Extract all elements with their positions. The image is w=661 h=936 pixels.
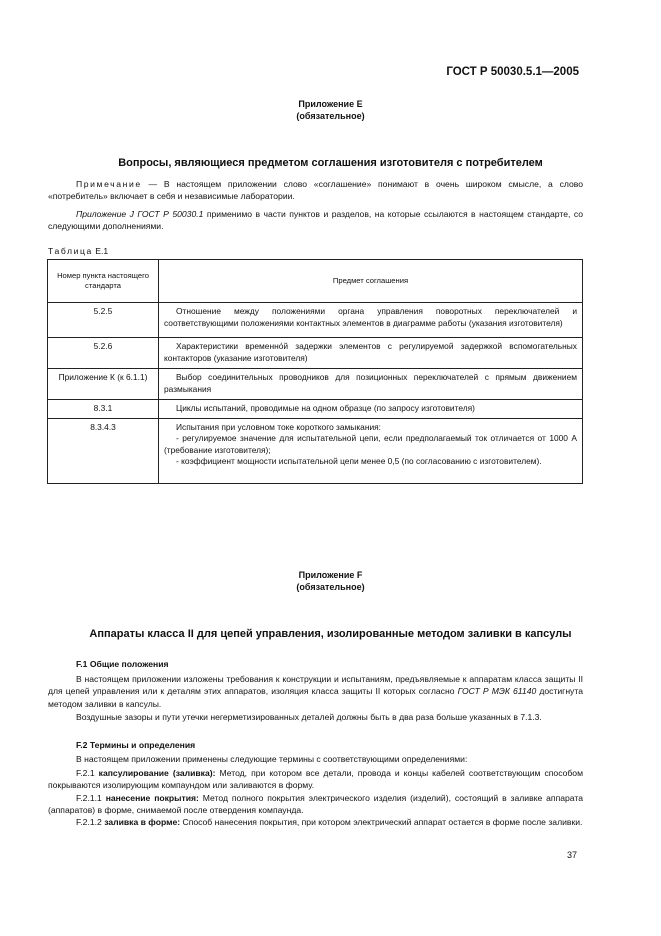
table-cell-subject bbox=[159, 369, 583, 400]
term-number: F.2.1.2 bbox=[76, 817, 102, 827]
term-definition: Метод полного покрытия электрического изделия (изделий), состоящий в заливке аппарата (аппаратов) в форме, снимаемой после отвердения компаунда. bbox=[48, 793, 584, 816]
subject-text: Циклы испытаний, проводимые на одном образце (по запросу изготовителя) bbox=[176, 403, 475, 413]
term-name: заливка в форме: bbox=[104, 817, 181, 827]
term-number: F.2.1 bbox=[76, 768, 95, 778]
appendix-f-heading: Аппараты класса II для цепей управления, изолированные методом заливки в капсулы bbox=[89, 628, 572, 640]
note-text: — В настоящем приложении слово «соглашение» понимают в очень широком смысле, а слово «потребитель» включает в себя и независимые лаборатории. bbox=[48, 179, 583, 202]
section-f1-paragraph-2: Воздушные зазоры и пути утечки негерметизированных деталей должны быть в два раза больше указанных в 7.1.3. bbox=[76, 712, 542, 722]
table-cell-clause: 8.3.4.3 bbox=[48, 418, 159, 483]
subject-bullet: - коэффициент мощности испытательной цепи менее 0,5 (по согласованию с изготовителем). bbox=[176, 456, 542, 467]
term-f2-1 bbox=[48, 767, 583, 792]
table-cell-clause: 5.2.5 bbox=[48, 303, 159, 338]
note-label: Примечание bbox=[76, 179, 142, 189]
table-row bbox=[48, 418, 583, 483]
table-cell-clause: 5.2.6 bbox=[48, 338, 159, 369]
section-f2-title: F.2 Термины и определения bbox=[76, 740, 196, 750]
appendix-f-title-block bbox=[0, 569, 661, 593]
table-cell-clause: 8.3.1 bbox=[48, 400, 159, 419]
term-definition: Метод, при котором все детали, провода и концы кабелей соответствующим способом покрываются изолирующим компаундом или заливаются в форму. bbox=[48, 768, 583, 791]
table-cell-clause: Приложение К (к 6.1.1) bbox=[48, 369, 159, 400]
table-row bbox=[48, 369, 583, 400]
appendix-e-status: (обязательное) bbox=[296, 111, 365, 121]
appendix-e-title-block bbox=[0, 98, 661, 122]
col1-header: Номер пункта настоящего стандарта bbox=[48, 260, 159, 303]
subject-text: Выбор соединительных проводников для позиционных переключателей с прямым движением размыкания bbox=[164, 372, 577, 394]
f1-reference: ГОСТ Р МЭК 61140 bbox=[457, 686, 537, 697]
appendix-e-heading: Вопросы, являющиеся предметом соглашения изготовителя с потребителем bbox=[118, 157, 543, 169]
para-text: применимо в части пунктов и разделов, на которые ссылаются в настоящем стандарте, со следующими дополнениями. bbox=[48, 209, 583, 232]
section-f1-title: F.1 Общие положения bbox=[76, 659, 169, 669]
term-f2-1-2 bbox=[48, 816, 583, 828]
table-header-row bbox=[48, 260, 583, 303]
term-definition: Способ нанесения покрытия, при котором электрический аппарат остается в форме после заливки. bbox=[180, 817, 583, 827]
table-cell-subject bbox=[159, 400, 583, 419]
term-f2-1-1 bbox=[48, 792, 583, 817]
subject-text: Отношение между положениями органа управления поворотных переключателей и соответствующими положениями контактных элементов в диаграмме работы (указания изготовителя) bbox=[164, 306, 577, 328]
table-row bbox=[48, 338, 583, 369]
para-reference: Приложение J ГОСТ Р 50030.1 bbox=[76, 209, 204, 219]
table-cell-subject bbox=[159, 338, 583, 369]
appendix-e-paragraph bbox=[48, 208, 583, 233]
table-row bbox=[48, 303, 583, 338]
table-caption bbox=[48, 246, 108, 256]
page-number: 37 bbox=[566, 850, 577, 860]
f1-text-a: В настоящем приложении изложены требования к конструкции и испытаниям, предъявляемые к аппаратам класса защиты II для цепей управления или к деталям этих аппаратов, изоляция класса защиты II которых согласно bbox=[48, 674, 583, 697]
appendix-f-status: (обязательное) bbox=[296, 582, 365, 592]
subject-bullet: - регулируемое значение для испытательной цепи, если предполагаемый ток отличается от 1000 А (требование изготовителя); bbox=[164, 433, 577, 455]
document-id: ГОСТ Р 50030.5.1—2005 bbox=[446, 66, 579, 78]
agreement-table bbox=[47, 259, 583, 484]
subject-text: Испытания при условном токе короткого замыкания: bbox=[176, 421, 382, 432]
table-row bbox=[48, 400, 583, 419]
section-f2-intro: В настоящем приложении применены следующие термины с соответствующими определениями: bbox=[76, 754, 468, 764]
table-caption-number: Е.1 bbox=[95, 246, 109, 256]
table-cell-subject bbox=[159, 418, 583, 483]
table-caption-label: Таблица bbox=[48, 246, 93, 256]
term-name: нанесение покрытия: bbox=[105, 793, 199, 803]
term-name: капсулирование (заливка): bbox=[98, 768, 216, 778]
f1-text-b: достигнута методом заливки в капсулы. bbox=[48, 686, 583, 709]
section-f1-paragraph-1 bbox=[48, 673, 583, 710]
table-cell-subject bbox=[159, 303, 583, 338]
appendix-e-title: Приложение Е bbox=[298, 99, 363, 109]
appendix-f-title: Приложение F bbox=[298, 570, 363, 580]
col2-header: Предмет соглашения bbox=[159, 260, 583, 303]
subject-text: Характеристики временно́й задержки элементов с регулируемой задержкой вспомогательных контакторов (указание изготовителя) bbox=[164, 341, 577, 363]
appendix-e-note bbox=[48, 178, 583, 203]
term-number: F.2.1.1 bbox=[76, 793, 102, 803]
